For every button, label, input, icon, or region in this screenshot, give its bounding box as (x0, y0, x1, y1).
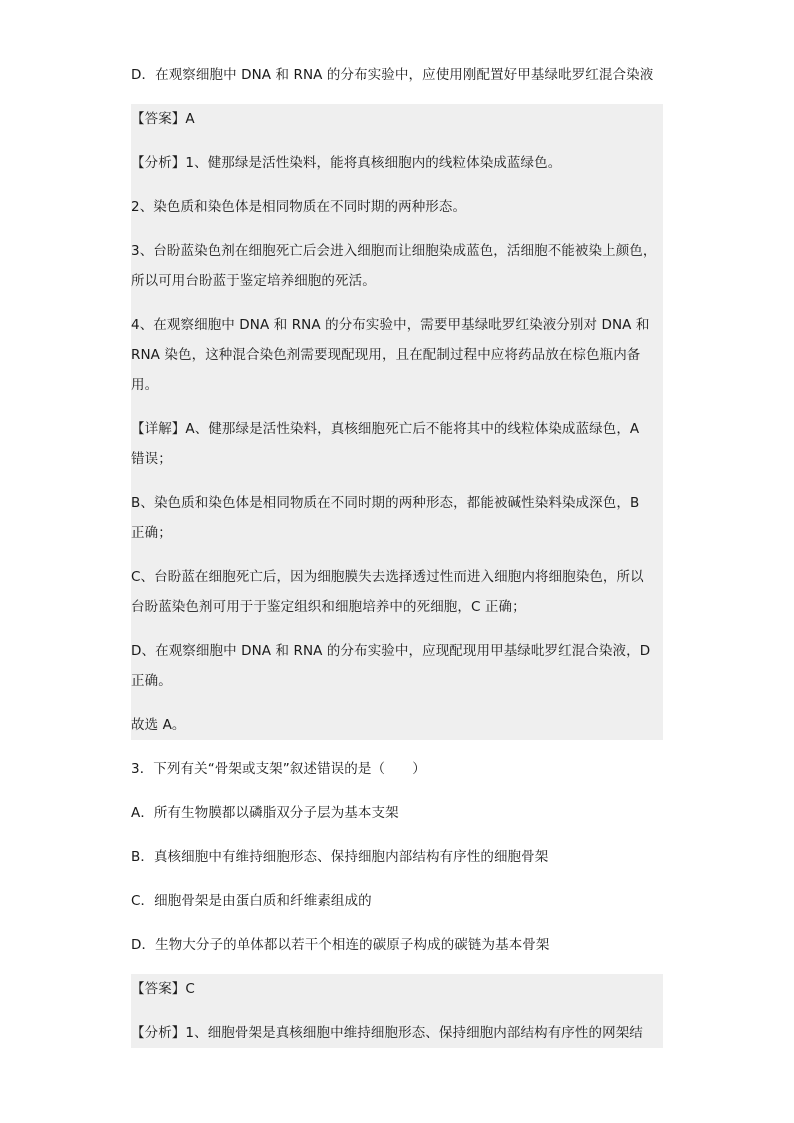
q2-detail-c-line-1: C、台盼蓝在细胞死亡后，因为细胞膜失去选择透过性而进入细胞内将细胞染色，所以 (131, 569, 644, 585)
q2-solution-block (131, 104, 663, 740)
q3-option-d: D．生物大分子的单体都以若干个相连的碳原子构成的碳链为基本骨架 (131, 937, 550, 953)
q2-analysis-line-2: 2、染色质和染色体是相同物质在不同时期的两种形态。 (131, 199, 467, 215)
q3-option-c: C．细胞骨架是由蛋白质和纤维素组成的 (131, 893, 372, 909)
q2-detail-d-line-1: D、在观察细胞中 DNA 和 RNA 的分布实验中，应现配现用甲基绿吡罗红混合染液，D (131, 643, 651, 659)
q2-detail-c (131, 562, 663, 622)
q2-detail-b-line-1: B、染色质和染色体是相同物质在不同时期的两种形态，都能被碱性染料染成深色，B (131, 495, 640, 511)
q3-analysis-line-1: 【分析】1、细胞骨架是真核细胞中维持细胞形态、保持细胞内部结构有序性的网架结 (131, 1025, 643, 1041)
q2-analysis-line-3b: 所以可用台盼蓝于鉴定培养细胞的死活。 (131, 273, 376, 289)
q3-answer: 【答案】C (131, 981, 195, 997)
q3-option-b: B．真核细胞中有维持细胞形态、保持细胞内部结构有序性的细胞骨架 (131, 849, 549, 865)
q2-detail-a-line-1: 【详解】A、健那绿是活性染料，真核细胞死亡后不能将其中的线粒体染成蓝绿色，A (131, 421, 640, 437)
q3-stem: 3．下列有关“骨架或支架”叙述错误的是（ ） (131, 761, 426, 777)
q2-detail-a (131, 414, 663, 474)
q2-analysis-paragraph-4 (131, 310, 663, 400)
q2-option-d: D．在观察细胞中 DNA 和 RNA 的分布实验中，应使用刚配置好甲基绿吡罗红混合染液 (131, 67, 654, 83)
q2-detail-d (131, 636, 663, 696)
q3-option-a: A．所有生物膜都以磷脂双分子层为基本支架 (131, 805, 399, 821)
q2-analysis-line-3a: 3、台盼蓝染色剂在细胞死亡后会进入细胞而让细胞染成蓝色，活细胞不能被染上颜色， (131, 243, 657, 259)
q2-detail-b-line-2: 正确； (131, 525, 172, 541)
q2-detail-a-line-2: 错误； (131, 451, 172, 467)
q2-answer: 【答案】A (131, 111, 195, 127)
q2-detail-b (131, 488, 663, 548)
q2-analysis-line-4c: 用。 (131, 377, 159, 393)
q2-detail-c-line-2: 台盼蓝染色剂可用于于鉴定组织和细胞培养中的死细胞，C 正确； (131, 599, 526, 615)
q2-detail-d-line-2: 正确。 (131, 673, 172, 689)
q2-analysis-line-1: 【分析】1、健那绿是活性染料，能将真核细胞内的线粒体染成蓝绿色。 (131, 155, 562, 171)
q2-analysis-line-4b: RNA 染色，这种混合染色剂需要现配现用，且在配制过程中应将药品放在棕色瓶内备 (131, 347, 641, 363)
q2-choice: 故选 A。 (131, 717, 186, 733)
document-page (131, 60, 663, 1048)
q3-solution-block (131, 974, 663, 1048)
q2-analysis-paragraph-3 (131, 236, 663, 296)
q2-analysis-line-4a: 4、在观察细胞中 DNA 和 RNA 的分布实验中，需要甲基绿吡罗红染液分别对 DNA 和 (131, 317, 650, 333)
